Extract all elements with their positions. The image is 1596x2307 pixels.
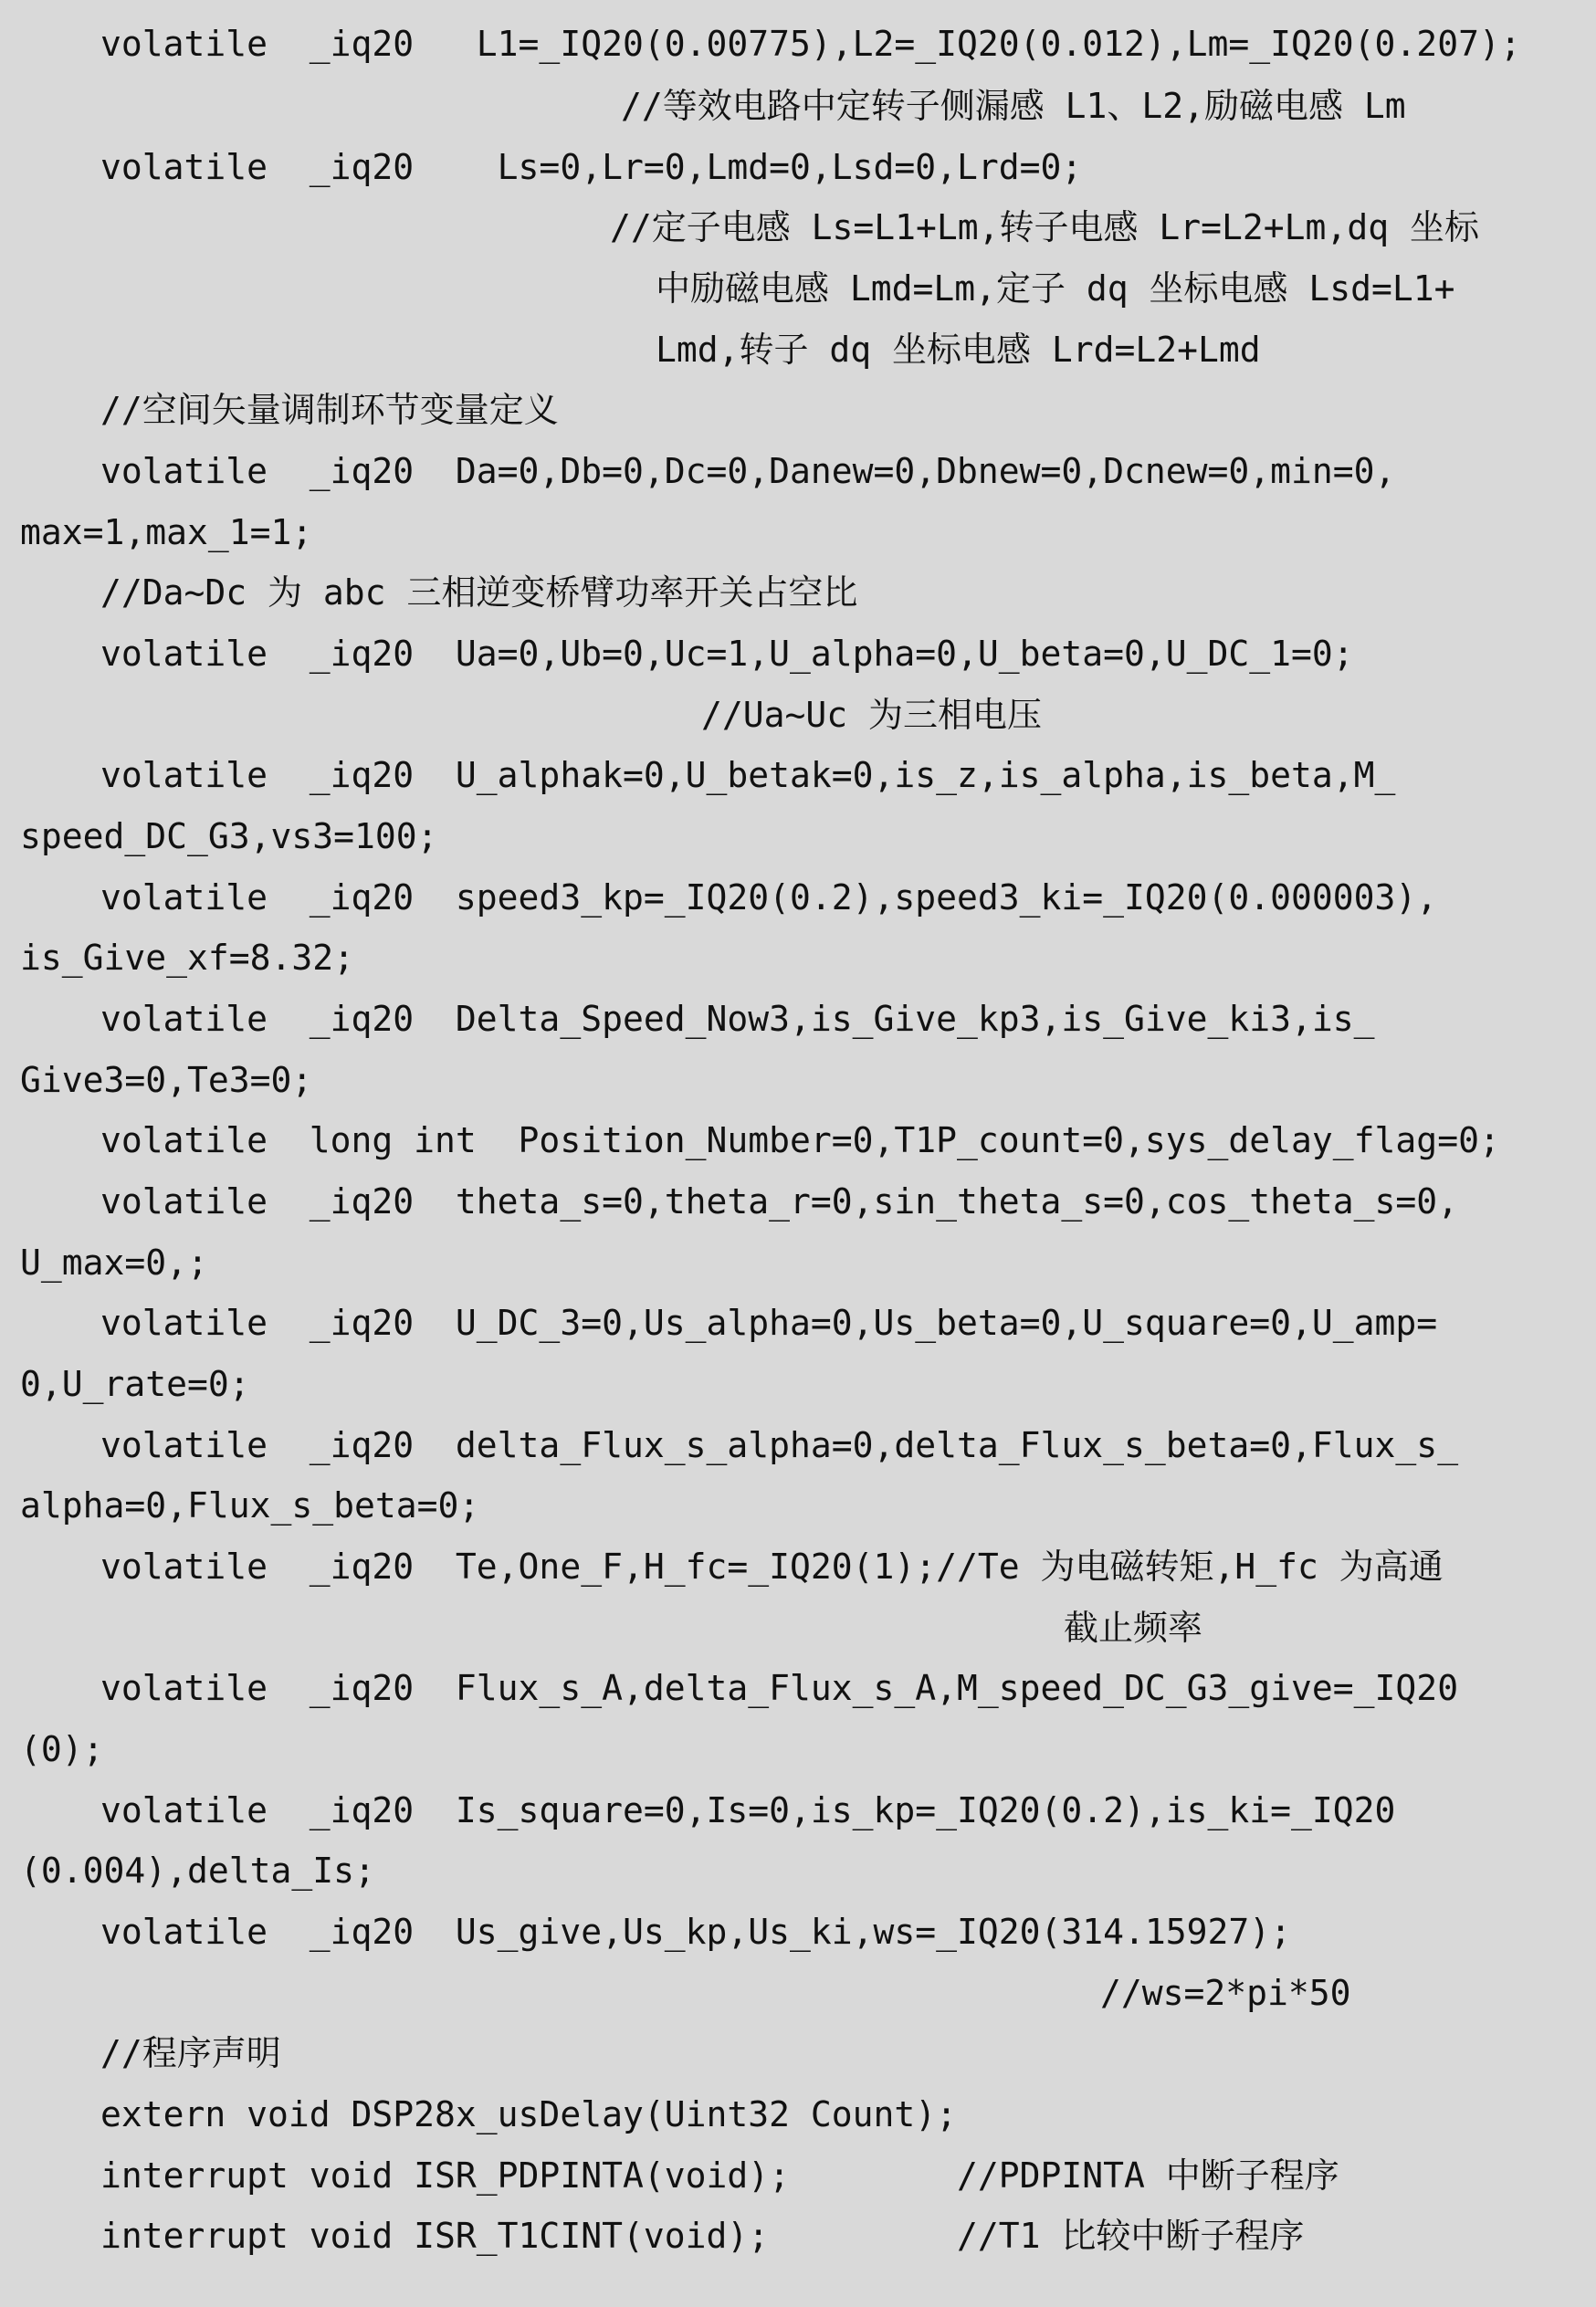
code-line: speed_DC_G3,vs3=100; bbox=[20, 816, 438, 856]
code-line: alpha=0,Flux_s_beta=0; bbox=[20, 1485, 480, 1526]
code-line: interrupt void ISR_T1CINT(void); //T1 比较中断子程序 bbox=[100, 2216, 1305, 2256]
code-line: volatile _iq20 U_DC_3=0,Us_alpha=0,Us_beta=0,U_square=0,U_amp= bbox=[100, 1303, 1438, 1343]
code-line: volatile _iq20 Da=0,Db=0,Dc=0,Danew=0,Dbnew=0,Dcnew=0,min=0, bbox=[100, 451, 1396, 491]
code-line: extern void DSP28x_usDelay(Uint32 Count); bbox=[100, 2094, 957, 2134]
code-line: //等效电路中定转子侧漏感 L1、L2,励磁电感 Lm bbox=[621, 86, 1406, 126]
code-line: volatile _iq20 Is_square=0,Is=0,is_kp=_IQ20(0.2),is_ki=_IQ20 bbox=[100, 1790, 1396, 1830]
code-line: is_Give_xf=8.32; bbox=[20, 938, 355, 978]
code-line: max=1,max_1=1; bbox=[20, 512, 313, 552]
code-line: 截止频率 bbox=[1064, 1608, 1203, 1648]
code-line: //空间矢量调制环节变量定义 bbox=[100, 390, 559, 430]
code-line: volatile _iq20 delta_Flux_s_alpha=0,delta_Flux_s_beta=0,Flux_s_ bbox=[100, 1425, 1459, 1465]
code-line: U_max=0,; bbox=[20, 1243, 208, 1283]
code-line: volatile _iq20 Flux_s_A,delta_Flux_s_A,M_speed_DC_G3_give=_IQ20 bbox=[100, 1668, 1459, 1708]
code-line: 0,U_rate=0; bbox=[20, 1364, 250, 1404]
code-line: (0); bbox=[20, 1729, 104, 1769]
code-line: 中励磁电感 Lmd=Lm,定子 dq 坐标电感 Lsd=L1+ bbox=[656, 268, 1455, 309]
code-line: volatile _iq20 Ls=0,Lr=0,Lmd=0,Lsd=0,Lrd=0; bbox=[100, 147, 1083, 187]
code-line: volatile _iq20 Ua=0,Ub=0,Uc=1,U_alpha=0,U_beta=0,U_DC_1=0; bbox=[100, 634, 1354, 674]
code-line: volatile long int Position_Number=0,T1P_count=0,sys_delay_flag=0; bbox=[100, 1120, 1500, 1160]
code-line: //程序声明 bbox=[100, 2033, 281, 2073]
code-line: volatile _iq20 speed3_kp=_IQ20(0.2),speed3_ki=_IQ20(0.000003), bbox=[100, 877, 1438, 918]
code-line: Give3=0,Te3=0; bbox=[20, 1060, 313, 1100]
code-line: volatile _iq20 Us_give,Us_kp,Us_ki,ws=_IQ20(314.15927); bbox=[100, 1912, 1292, 1952]
code-line: //Ua~Uc 为三相电压 bbox=[701, 695, 1043, 735]
code-line: volatile _iq20 U_alphak=0,U_betak=0,is_z,is_alpha,is_beta,M_ bbox=[100, 755, 1396, 795]
code-line: volatile _iq20 Te,One_F,H_fc=_IQ20(1);//Te 为电磁转矩,H_fc 为高通 bbox=[100, 1547, 1444, 1587]
code-line: //ws=2*pi*50 bbox=[1100, 1973, 1351, 2013]
code-line: //定子电感 Ls=L1+Lm,转子电感 Lr=L2+Lm,dq 坐标 bbox=[610, 207, 1479, 247]
code-line: (0.004),delta_Is; bbox=[20, 1851, 375, 1891]
code-line: volatile _iq20 theta_s=0,theta_r=0,sin_theta_s=0,cos_theta_s=0, bbox=[100, 1181, 1459, 1222]
code-line: volatile _iq20 L1=_IQ20(0.00775),L2=_IQ20(0.012),Lm=_IQ20(0.207); bbox=[100, 24, 1521, 64]
code-line: Lmd,转子 dq 坐标电感 Lrd=L2+Lmd bbox=[656, 330, 1261, 370]
code-line: volatile _iq20 Delta_Speed_Now3,is_Give_kp3,is_Give_ki3,is_ bbox=[100, 999, 1375, 1039]
code-line: interrupt void ISR_PDPINTA(void); //PDPINTA 中断子程序 bbox=[100, 2155, 1339, 2196]
code-line: //Da~Dc 为 abc 三相逆变桥臂功率开关占空比 bbox=[100, 572, 858, 613]
